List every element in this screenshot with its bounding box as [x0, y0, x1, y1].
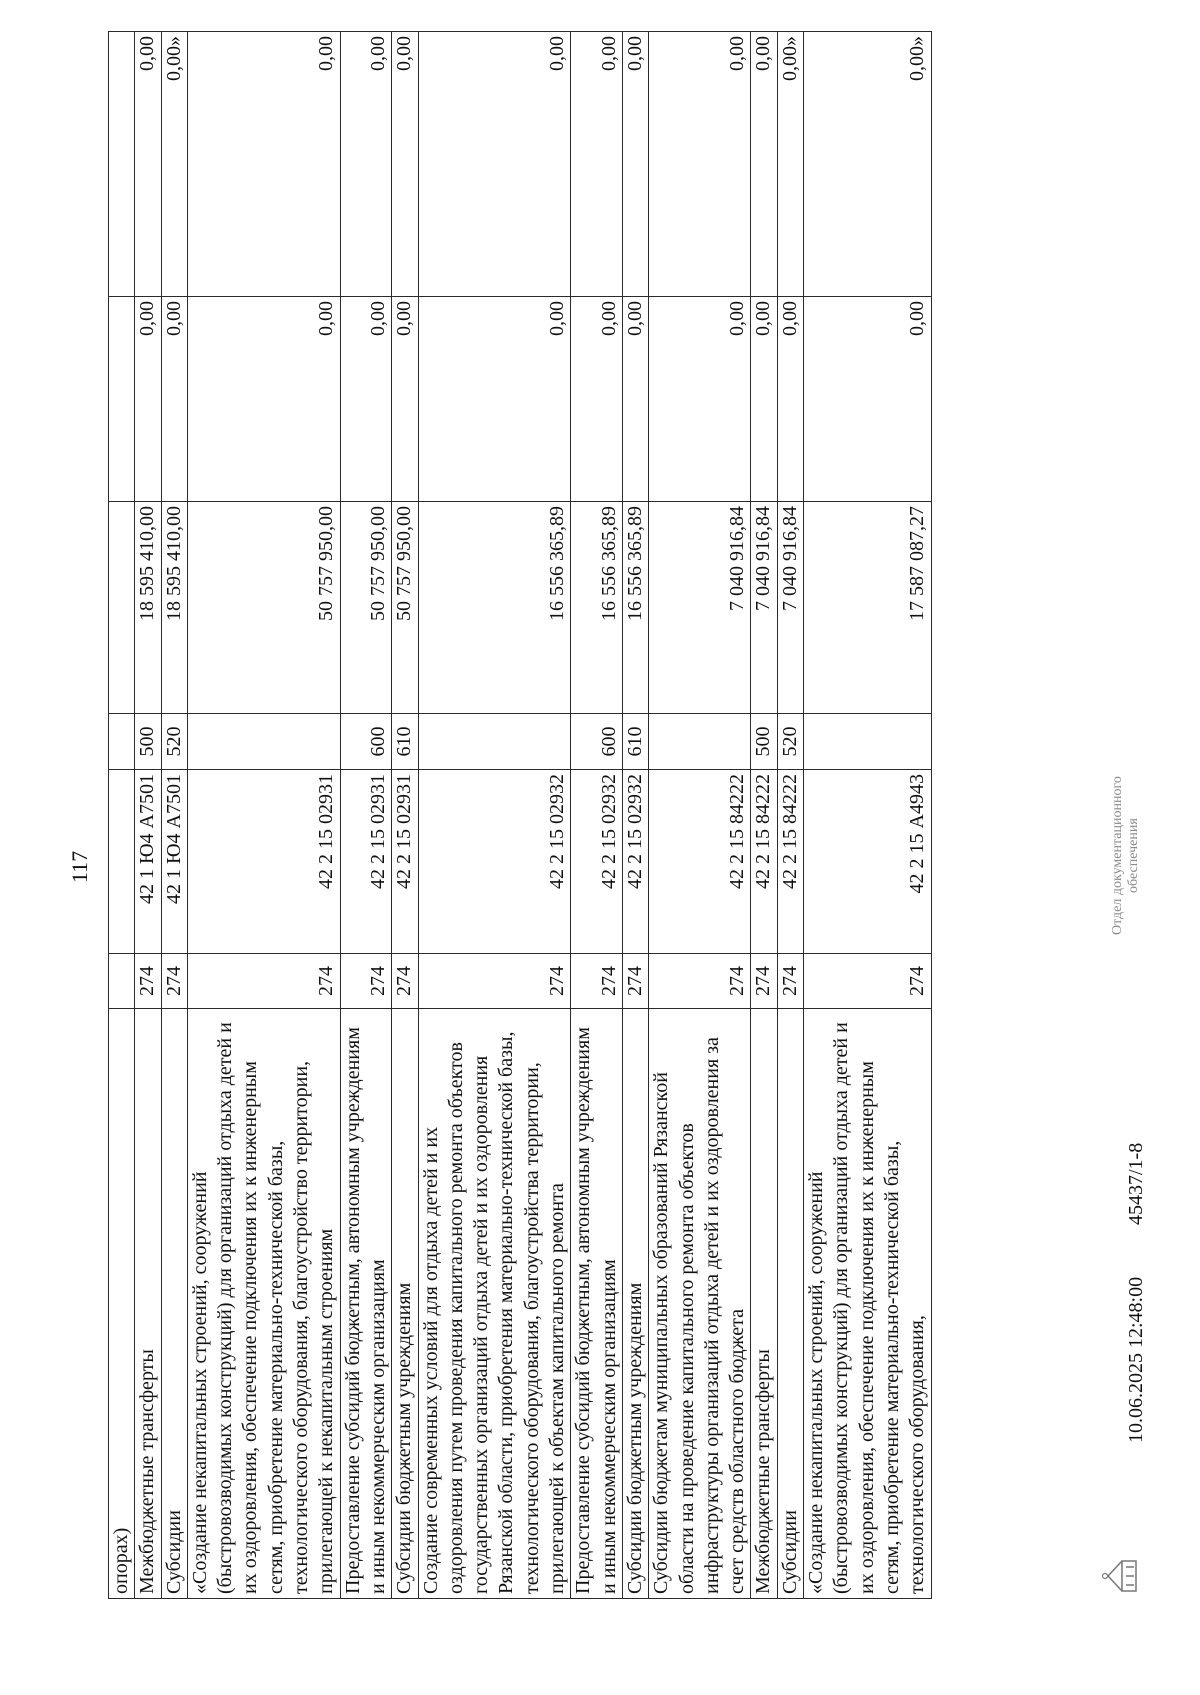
cell-sum-year-2: 0,00	[777, 297, 803, 502]
table-row	[392, 32, 418, 1599]
cell-sum-year-2: 0,00	[804, 297, 931, 502]
cell-sum-year-1	[109, 502, 135, 714]
cell-target-article: 42 1 Ю4 А7501	[135, 770, 161, 954]
budget-table	[108, 31, 932, 1599]
cell-expense-type: 500	[751, 714, 777, 770]
cell-expense-type: 610	[392, 714, 418, 770]
emblem-logo-icon	[1100, 1557, 1140, 1595]
cell-target-article	[109, 770, 135, 954]
table-row	[649, 32, 751, 1599]
footer-date: 10.06.2025 12:48:00	[1125, 1276, 1147, 1443]
cell-sum-year-2: 0,00	[751, 297, 777, 502]
stamp-line-2: обеспечения	[1126, 818, 1141, 893]
cell-sum-year-3: 0,00	[392, 32, 418, 297]
cell-name: «Создание некапитальных строений, сооружений (быстровозводимых конструкций) для организаций отдыха детей и их оздоровления, обеспечение подключения их к инженерным сетям, приобретение материально-технической базы, технологического оборудования, благоустройство территории, прилегающей к некапитальным строениям	[187, 1009, 340, 1599]
cell-ministry-code: 274	[392, 954, 418, 1009]
cell-target-article: 42 2 15 02931	[187, 770, 340, 954]
cell-sum-year-1: 50 757 950,00	[392, 502, 418, 714]
cell-sum-year-3: 0,00	[751, 32, 777, 297]
cell-target-article: 42 2 15 02932	[571, 770, 623, 954]
cell-name: Межбюджетные трансферты	[135, 1009, 161, 1599]
cell-ministry-code: 274	[340, 954, 392, 1009]
cell-sum-year-3	[109, 32, 135, 297]
cell-name: «Создание некапитальных строений, сооружений (быстровозводимых конструкций) для организаций отдыха детей и их оздоровления, обеспечение подключения их к инженерным сетям, приобретение материально-технической базы, технологического оборудования,	[804, 1009, 931, 1599]
cell-name: Создание современных условий для отдыха детей и их оздоровления путем проведения капитального ремонта объектов государственных организаций отдыха детей и их оздоровления Рязанской области, приобретения материально-технической базы, технологического оборудования, благоустройства территории, прилегающей к объектам капитального ремонта	[418, 1009, 571, 1599]
cell-expense-type	[187, 714, 340, 770]
table-row	[777, 32, 803, 1599]
cell-name: Межбюджетные трансферты	[751, 1009, 777, 1599]
cell-sum-year-3: 0,00	[187, 32, 340, 297]
cell-name: Предоставление субсидий бюджетным, автономным учреждениям и иным некоммерческим организациям	[340, 1009, 392, 1599]
cell-sum-year-2: 0,00	[418, 297, 571, 502]
table-row	[135, 32, 161, 1599]
cell-ministry-code: 274	[649, 954, 751, 1009]
cell-name: Предоставление субсидий бюджетным, автономным учреждениям и иным некоммерческим организациям	[571, 1009, 623, 1599]
cell-sum-year-1: 16 556 365,89	[622, 502, 648, 714]
cell-sum-year-3: 0,00	[649, 32, 751, 297]
cell-target-article: 42 2 15 А4943	[804, 770, 931, 954]
cell-target-article: 42 2 15 02931	[340, 770, 392, 954]
cell-sum-year-3: 0,00	[135, 32, 161, 297]
cell-ministry-code: 274	[571, 954, 623, 1009]
table-body	[109, 32, 932, 1599]
cell-sum-year-1: 18 595 410,00	[161, 502, 187, 714]
table-row	[109, 32, 135, 1599]
cell-sum-year-2: 0,00	[340, 297, 392, 502]
cell-sum-year-2: 0,00	[135, 297, 161, 502]
cell-sum-year-2: 0,00	[622, 297, 648, 502]
cell-expense-type: 600	[340, 714, 392, 770]
cell-sum-year-3: 0,00»	[804, 32, 931, 297]
cell-sum-year-1: 50 757 950,00	[340, 502, 392, 714]
cell-sum-year-2: 0,00	[392, 297, 418, 502]
table-row	[340, 32, 392, 1599]
cell-ministry-code: 274	[161, 954, 187, 1009]
cell-name: опорах)	[109, 1009, 135, 1599]
cell-target-article: 42 1 Ю4 А7501	[161, 770, 187, 954]
page-number: 117	[67, 850, 92, 883]
cell-sum-year-3: 0,00	[340, 32, 392, 297]
cell-name: Субсидии бюджетным учреждениям	[392, 1009, 418, 1599]
cell-sum-year-3: 0,00»	[777, 32, 803, 297]
cell-sum-year-1: 18 595 410,00	[135, 502, 161, 714]
table-row	[751, 32, 777, 1599]
cell-sum-year-1: 7 040 916,84	[777, 502, 803, 714]
cell-expense-type: 500	[135, 714, 161, 770]
cell-target-article: 42 2 15 84222	[777, 770, 803, 954]
cell-sum-year-3: 0,00	[418, 32, 571, 297]
cell-ministry-code: 274	[418, 954, 571, 1009]
cell-sum-year-2: 0,00	[161, 297, 187, 502]
cell-ministry-code: 274	[622, 954, 648, 1009]
cell-sum-year-1: 16 556 365,89	[571, 502, 623, 714]
cell-expense-type	[804, 714, 931, 770]
cell-sum-year-1: 50 757 950,00	[187, 502, 340, 714]
cell-expense-type	[109, 714, 135, 770]
registration-stamp	[1110, 776, 1142, 935]
cell-expense-type	[418, 714, 571, 770]
cell-ministry-code: 274	[187, 954, 340, 1009]
cell-ministry-code: 274	[751, 954, 777, 1009]
table-row	[571, 32, 623, 1599]
cell-name: Субсидии бюджетам муниципальных образований Рязанской области на проведение капитального ремонта объектов инфраструктуры организаций отдыха детей и их оздоровления за счет средств областного бюджета	[649, 1009, 751, 1599]
cell-expense-type: 610	[622, 714, 648, 770]
cell-ministry-code: 274	[135, 954, 161, 1009]
cell-target-article: 42 2 15 02932	[622, 770, 648, 954]
cell-sum-year-2	[109, 297, 135, 502]
cell-expense-type: 520	[161, 714, 187, 770]
cell-expense-type: 600	[571, 714, 623, 770]
table-row	[622, 32, 648, 1599]
cell-expense-type: 520	[777, 714, 803, 770]
cell-target-article: 42 2 15 02931	[392, 770, 418, 954]
cell-ministry-code: 274	[777, 954, 803, 1009]
cell-sum-year-1: 7 040 916,84	[751, 502, 777, 714]
stamp-line-1: Отдел документационного	[1110, 776, 1125, 935]
cell-ministry-code: 274	[804, 954, 931, 1009]
cell-sum-year-2: 0,00	[649, 297, 751, 502]
cell-sum-year-3: 0,00	[571, 32, 623, 297]
cell-sum-year-1: 16 556 365,89	[418, 502, 571, 714]
cell-sum-year-2: 0,00	[187, 297, 340, 502]
table-row	[418, 32, 571, 1599]
cell-sum-year-1: 7 040 916,84	[649, 502, 751, 714]
table-row	[161, 32, 187, 1599]
cell-name: Субсидии	[777, 1009, 803, 1599]
cell-sum-year-2: 0,00	[571, 297, 623, 502]
table-row	[187, 32, 340, 1599]
cell-target-article: 42 2 15 02932	[418, 770, 571, 954]
cell-ministry-code	[109, 954, 135, 1009]
cell-target-article: 42 2 15 84222	[751, 770, 777, 954]
cell-expense-type	[649, 714, 751, 770]
footer-doc-id: 45437/1-8	[1125, 1142, 1147, 1225]
cell-sum-year-3: 0,00»	[161, 32, 187, 297]
cell-target-article: 42 2 15 84222	[649, 770, 751, 954]
cell-sum-year-3: 0,00	[622, 32, 648, 297]
cell-name: Субсидии бюджетным учреждениям	[622, 1009, 648, 1599]
cell-name: Субсидии	[161, 1009, 187, 1599]
cell-sum-year-1: 17 587 087,27	[804, 502, 931, 714]
table-row	[804, 32, 931, 1599]
